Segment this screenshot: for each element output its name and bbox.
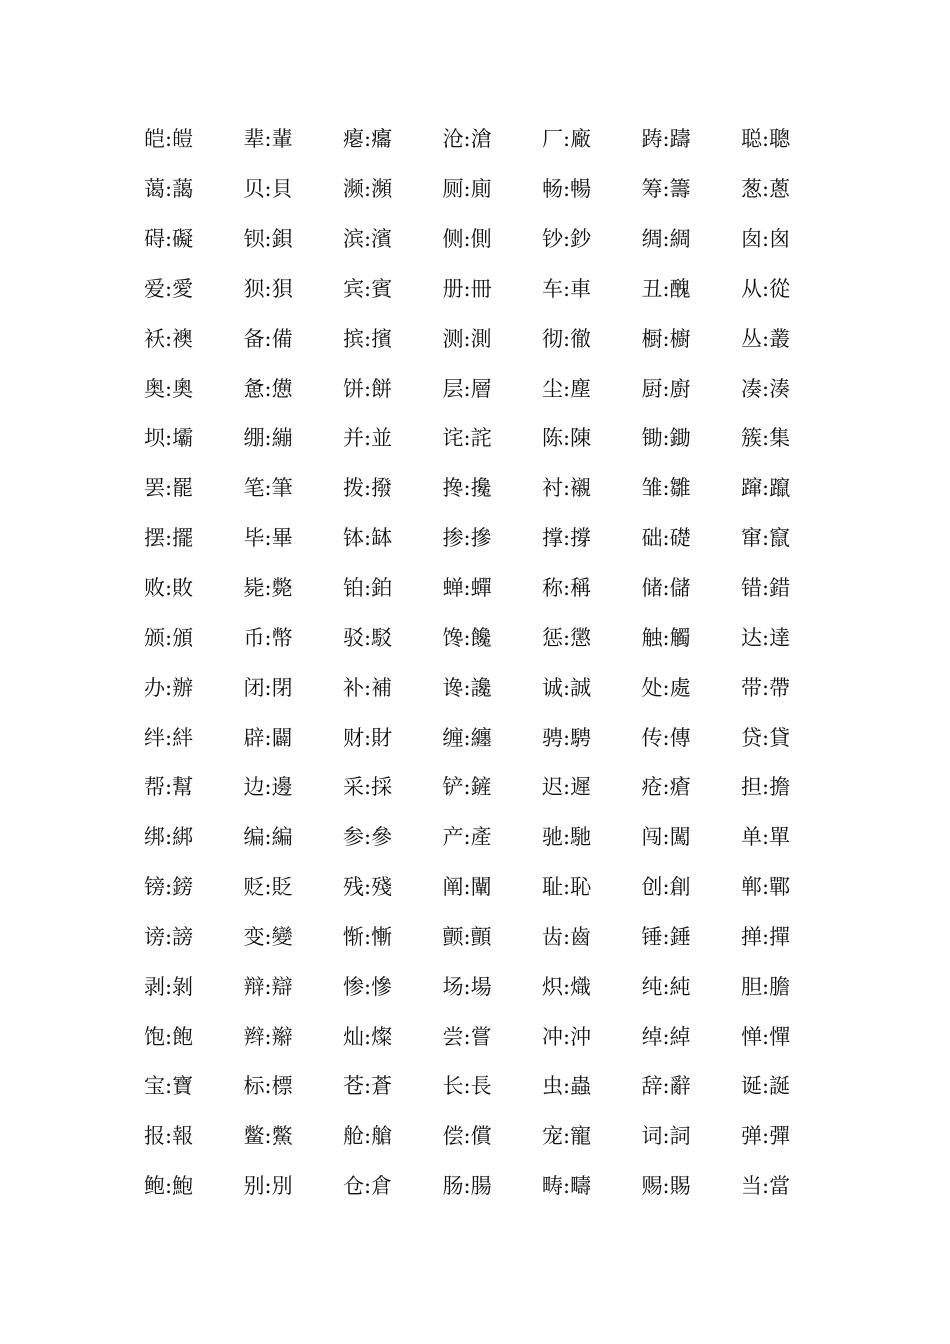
character-pair: 尘:塵 [542,376,592,401]
character-pair: 诚:誠 [542,675,592,700]
character-pair: 炽:熾 [542,974,592,999]
character-pair: 产:產 [442,825,492,850]
character-pair: 笔:筆 [243,476,293,501]
character-pair: 闭:閉 [243,675,293,700]
character-pair: 沧:滄 [442,127,492,152]
character-pair: 畴:疇 [542,1174,592,1199]
character-pair: 标:標 [243,1074,293,1099]
character-pair: 搀:攙 [442,476,492,501]
character-pair: 葱:蔥 [741,177,791,202]
character-pair: 宾:賓 [343,276,393,301]
character-pair: 掺:摻 [442,526,492,551]
character-pair: 惩:懲 [542,625,592,650]
character-row [144,1012,844,1062]
character-pair: 侧:側 [442,227,492,252]
character-pair: 惭:慚 [343,924,393,949]
character-pair: 簇:集 [741,426,791,451]
character-pair: 报:報 [144,1124,194,1149]
character-row [144,813,844,863]
character-pair: 达:達 [741,625,791,650]
character-pair: 灿:燦 [343,1024,393,1049]
character-pair: 绊:絆 [144,725,194,750]
character-pair: 贝:貝 [243,177,293,202]
character-pair: 册:冊 [442,276,492,301]
character-pair: 测:測 [442,326,492,351]
character-pair: 疮:瘡 [641,775,691,800]
character-pair: 饱:飽 [144,1024,194,1049]
character-pair: 厨:廚 [641,376,691,401]
character-row [144,663,844,713]
character-pair: 仓:倉 [343,1174,393,1199]
character-pair: 传:傳 [641,725,691,750]
character-pair: 从:從 [741,276,791,301]
character-pair: 掸:撣 [741,924,791,949]
character-row [144,564,844,614]
character-pair: 撑:撐 [542,526,592,551]
character-pair: 绑:綁 [144,825,194,850]
character-pair: 郸:鄲 [741,875,791,900]
character-pair: 单:單 [741,825,791,850]
character-pair: 层:層 [442,376,492,401]
character-pair: 聪:聰 [741,127,791,152]
character-pair: 颁:頒 [144,625,194,650]
character-pair: 钞:鈔 [542,227,592,252]
character-pair: 蹿:躥 [741,476,791,501]
character-pair: 冲:沖 [542,1024,592,1049]
character-pair: 滨:濱 [343,227,393,252]
character-pair: 囱:囪 [741,227,791,252]
character-pair: 纯:純 [641,974,691,999]
character-pair: 辫:辮 [243,1024,293,1049]
character-pair: 毙:斃 [243,576,293,601]
character-pair: 参:參 [343,825,393,850]
character-pair: 败:敗 [144,576,194,601]
character-pair: 并:並 [343,426,393,451]
character-row [144,265,844,315]
character-pair: 拨:撥 [343,476,393,501]
character-pair: 担:擔 [741,775,791,800]
character-pair: 窜:竄 [741,526,791,551]
character-pair: 锄:鋤 [641,426,691,451]
character-row [144,613,844,663]
character-pair: 边:邊 [243,775,293,800]
character-pair: 谗:讒 [442,675,492,700]
character-pair: 镑:鎊 [144,875,194,900]
character-pair: 厕:廁 [442,177,492,202]
character-pair: 储:儲 [641,576,691,601]
character-pair: 别:別 [243,1174,293,1199]
character-pair: 惮:憚 [741,1024,791,1049]
character-row [144,314,844,364]
character-pair: 虫:蟲 [542,1074,592,1099]
character-pair: 彻:徹 [542,326,592,351]
character-pair: 缠:纏 [442,725,492,750]
character-pair: 贷:貸 [741,725,791,750]
character-pair: 摆:擺 [144,526,194,551]
character-pair: 袄:襖 [144,326,194,351]
character-pair: 蔼:藹 [144,177,194,202]
character-pair: 剥:剝 [144,974,194,999]
character-pair: 厂:廠 [542,127,592,152]
character-pair: 编:編 [243,825,293,850]
character-pair: 罢:罷 [144,476,194,501]
character-pair: 陈:陳 [542,426,592,451]
character-pair: 词:詞 [641,1124,691,1149]
character-row [144,215,844,265]
character-row [144,414,844,464]
character-pair: 毕:畢 [243,526,293,551]
character-pair: 铂:鉑 [343,576,393,601]
character-pair: 帮:幫 [144,775,194,800]
character-row [144,514,844,564]
character-row [144,913,844,963]
character-pair: 创:創 [641,875,691,900]
character-pair: 驳:駁 [343,625,393,650]
character-pair: 舱:艙 [343,1124,393,1149]
character-pair: 馋:饞 [442,625,492,650]
character-pair: 辞:辭 [641,1074,691,1099]
character-pair: 车:車 [542,276,592,301]
character-pair: 颤:顫 [442,924,492,949]
character-pair: 丑:醜 [641,276,691,301]
character-row [144,1062,844,1112]
character-pair: 瘪:癟 [343,127,393,152]
character-table [144,115,844,1212]
character-pair: 弹:彈 [741,1124,791,1149]
character-row [144,1112,844,1162]
character-pair: 齿:齒 [542,924,592,949]
character-pair: 称:稱 [542,576,592,601]
character-pair: 锤:錘 [641,924,691,949]
character-pair: 赐:賜 [641,1174,691,1199]
character-pair: 驰:馳 [542,825,592,850]
character-pair: 币:幣 [243,625,293,650]
character-pair: 丛:叢 [741,326,791,351]
character-pair: 办:辦 [144,675,194,700]
character-pair: 惨:慘 [343,974,393,999]
character-pair: 场:場 [442,974,492,999]
character-pair: 蝉:蟬 [442,576,492,601]
character-pair: 尝:嘗 [442,1024,492,1049]
character-pair: 财:財 [343,725,393,750]
character-row [144,1162,844,1212]
character-pair: 触:觸 [641,625,691,650]
character-row [144,962,844,1012]
character-pair: 宠:寵 [542,1124,592,1149]
character-pair: 钡:鋇 [243,227,293,252]
character-pair: 处:處 [641,675,691,700]
character-pair: 残:殘 [343,875,393,900]
character-pair: 奥:奧 [144,376,194,401]
character-pair: 诧:詫 [442,426,492,451]
character-pair: 筹:籌 [641,177,691,202]
character-row [144,115,844,165]
character-pair: 迟:遲 [542,775,592,800]
character-pair: 橱:櫥 [641,326,691,351]
character-pair: 采:採 [343,775,393,800]
character-pair: 踌:躊 [641,127,691,152]
character-pair: 带:帶 [741,675,791,700]
character-pair: 变:變 [243,924,293,949]
character-row [144,713,844,763]
character-pair: 苍:蒼 [343,1074,393,1099]
character-row [144,863,844,913]
character-row [144,763,844,813]
character-pair: 碍:礙 [144,227,194,252]
character-pair: 辈:輩 [243,127,293,152]
character-pair: 绷:繃 [243,426,293,451]
character-pair: 骋:騁 [542,725,592,750]
character-pair: 鲍:鮑 [144,1174,194,1199]
character-pair: 当:當 [741,1174,791,1199]
character-pair: 阐:闡 [442,875,492,900]
character-pair: 肠:腸 [442,1174,492,1199]
character-pair: 耻:恥 [542,875,592,900]
character-pair: 狈:狽 [243,276,293,301]
character-pair: 坝:壩 [144,426,194,451]
character-pair: 饼:餅 [343,376,393,401]
character-row [144,165,844,215]
character-pair: 绸:綢 [641,227,691,252]
character-pair: 补:補 [343,675,393,700]
character-pair: 钵:缽 [343,526,393,551]
character-pair: 绰:綽 [641,1024,691,1049]
character-pair: 惫:憊 [243,376,293,401]
character-pair: 辟:闢 [243,725,293,750]
character-pair: 胆:膽 [741,974,791,999]
character-pair: 畅:暢 [542,177,592,202]
character-pair: 摈:擯 [343,326,393,351]
character-pair: 爱:愛 [144,276,194,301]
character-pair: 错:錯 [741,576,791,601]
character-pair: 贬:貶 [243,875,293,900]
character-pair: 衬:襯 [542,476,592,501]
character-pair: 凑:湊 [741,376,791,401]
character-pair: 长:長 [442,1074,492,1099]
character-pair: 宝:寶 [144,1074,194,1099]
character-row [144,364,844,414]
character-pair: 闯:闖 [641,825,691,850]
character-pair: 皑:皚 [144,127,194,152]
character-pair: 铲:鏟 [442,775,492,800]
character-pair: 濒:瀕 [343,177,393,202]
character-row [144,464,844,514]
character-pair: 鳖:鱉 [243,1124,293,1149]
character-pair: 础:礎 [641,526,691,551]
character-pair: 雏:雛 [641,476,691,501]
character-pair: 诞:誕 [741,1074,791,1099]
character-pair: 辩:辯 [243,974,293,999]
character-pair: 谤:謗 [144,924,194,949]
character-pair: 偿:償 [442,1124,492,1149]
character-pair: 备:備 [243,326,293,351]
